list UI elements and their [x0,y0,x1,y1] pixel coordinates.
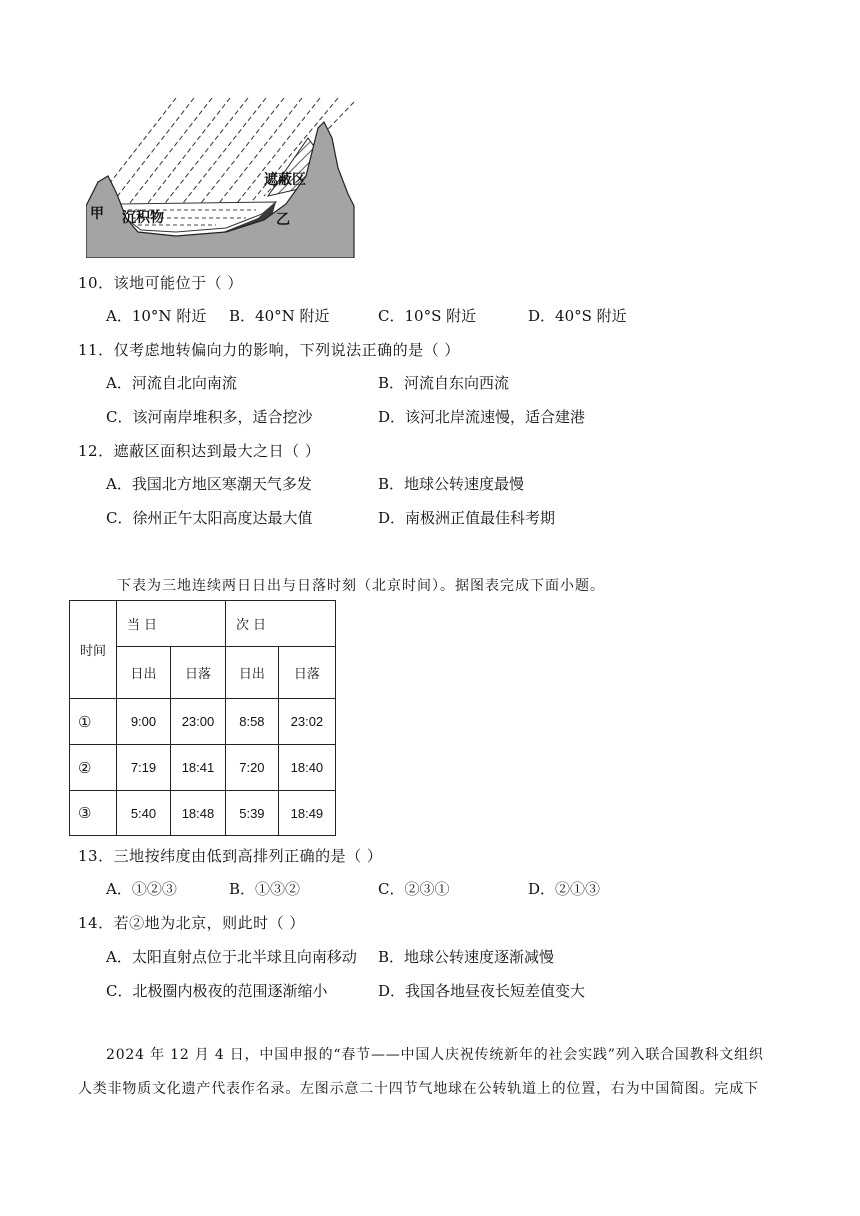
header-sunset: 日落 [170,647,225,699]
table-row [70,791,336,836]
question-12-option-b[interactable]: B．地球公转速度最慢 [378,475,525,493]
table-intro: 下表为三地连续两日日出与日落时刻（北京时间）。据图表完成下面小题。 [117,578,605,594]
question-14-option-d[interactable]: D．我国各地昼夜长短差值变大 [378,982,586,1000]
question-11-option-d[interactable]: D．该河北岸流速慢，适合建港 [378,408,586,426]
question-12-option-d[interactable]: D．南极洲正值最佳科考期 [378,509,556,527]
table-cell: 18:49 [278,791,335,836]
question-11-option-b[interactable]: B．河流自东向西流 [378,374,510,392]
question-10-stem: 10．该地可能位于（ ） [78,274,243,292]
question-13-option-d[interactable]: D．②①③ [528,880,601,898]
question-13-option-a[interactable]: A．①②③ [106,880,177,898]
label-sediment: 沉积物 [122,210,164,226]
question-13-option-b[interactable]: B．①③② [229,880,301,898]
table-cell: 9:00 [117,699,171,745]
passage-paragraph: 2024 年 12 月 4 日，中国申报的“春节——中国人庆祝传统新年的社会实践”列入联合国教科文组织人类非物质文化遗产代表作名录。左图示意二十四节气地球在公转轨道上的位置，右为中国简图。完成下 [78,1047,764,1097]
table-corner: 时间 [70,601,117,699]
question-13-option-c[interactable]: C．②③① [378,880,450,898]
table-cell: 7:19 [117,745,171,791]
row-place: ① [70,699,117,745]
question-14-option-a[interactable]: A．太阳直射点位于北半球且向南移动 [106,948,357,966]
question-11-option-c[interactable]: C．该河南岸堆积多，适合挖沙 [106,408,313,426]
table-cell: 5:40 [117,791,171,836]
label-yi: 乙 [276,212,290,228]
question-14-stem: 14．若②地为北京，则此时（ ） [78,914,305,932]
question-10-option-d[interactable]: D．40°S 附近 [528,307,627,325]
table-cell: 7:20 [226,745,279,791]
table-cell: 18:41 [170,745,225,791]
row-place: ② [70,745,117,791]
question-12-option-a[interactable]: A．我国北方地区寒潮天气多发 [106,475,312,493]
question-11-option-a[interactable]: A．河流自北向南流 [106,374,237,392]
question-12-option-c[interactable]: C．徐州正午太阳高度达最大值 [106,509,313,527]
question-11-stem: 11．仅考虑地转偏向力的影响，下列说法正确的是（ ） [78,341,460,359]
table-cell: 18:40 [278,745,335,791]
table-cell: 23:02 [278,699,335,745]
header-day2: 次日 [226,601,336,647]
table-cell: 23:00 [170,699,225,745]
table-row [70,699,336,745]
table-cell: 8:58 [226,699,279,745]
question-13-stem: 13．三地按纬度由低到高排列正确的是（ ） [78,847,383,865]
question-14-option-b[interactable]: B．地球公转速度逐渐减慢 [378,948,555,966]
question-14-option-c[interactable]: C．北极圈内极夜的范围逐渐缩小 [106,982,328,1000]
sunrise-sunset-table [69,600,336,836]
question-12-stem: 12．遮蔽区面积达到最大之日（ ） [78,442,321,460]
header-sunrise: 日出 [117,647,171,699]
table-cell: 5:39 [226,791,279,836]
question-10-option-c[interactable]: C．10°S 附近 [378,307,477,325]
table-row [70,745,336,791]
table-cell: 18:48 [170,791,225,836]
label-shade: 遮蔽区 [264,172,306,188]
question-10-option-b[interactable]: B．40°N 附近 [229,307,330,325]
header-sunrise: 日出 [226,647,279,699]
question-10-option-a[interactable]: A．10°N 附近 [106,307,207,325]
valley-cross-section-figure [86,98,356,258]
row-place: ③ [70,791,117,836]
header-sunset: 日落 [278,647,335,699]
label-jia: 甲 [90,206,104,222]
header-day1: 当日 [117,601,226,647]
terrain [86,122,354,258]
